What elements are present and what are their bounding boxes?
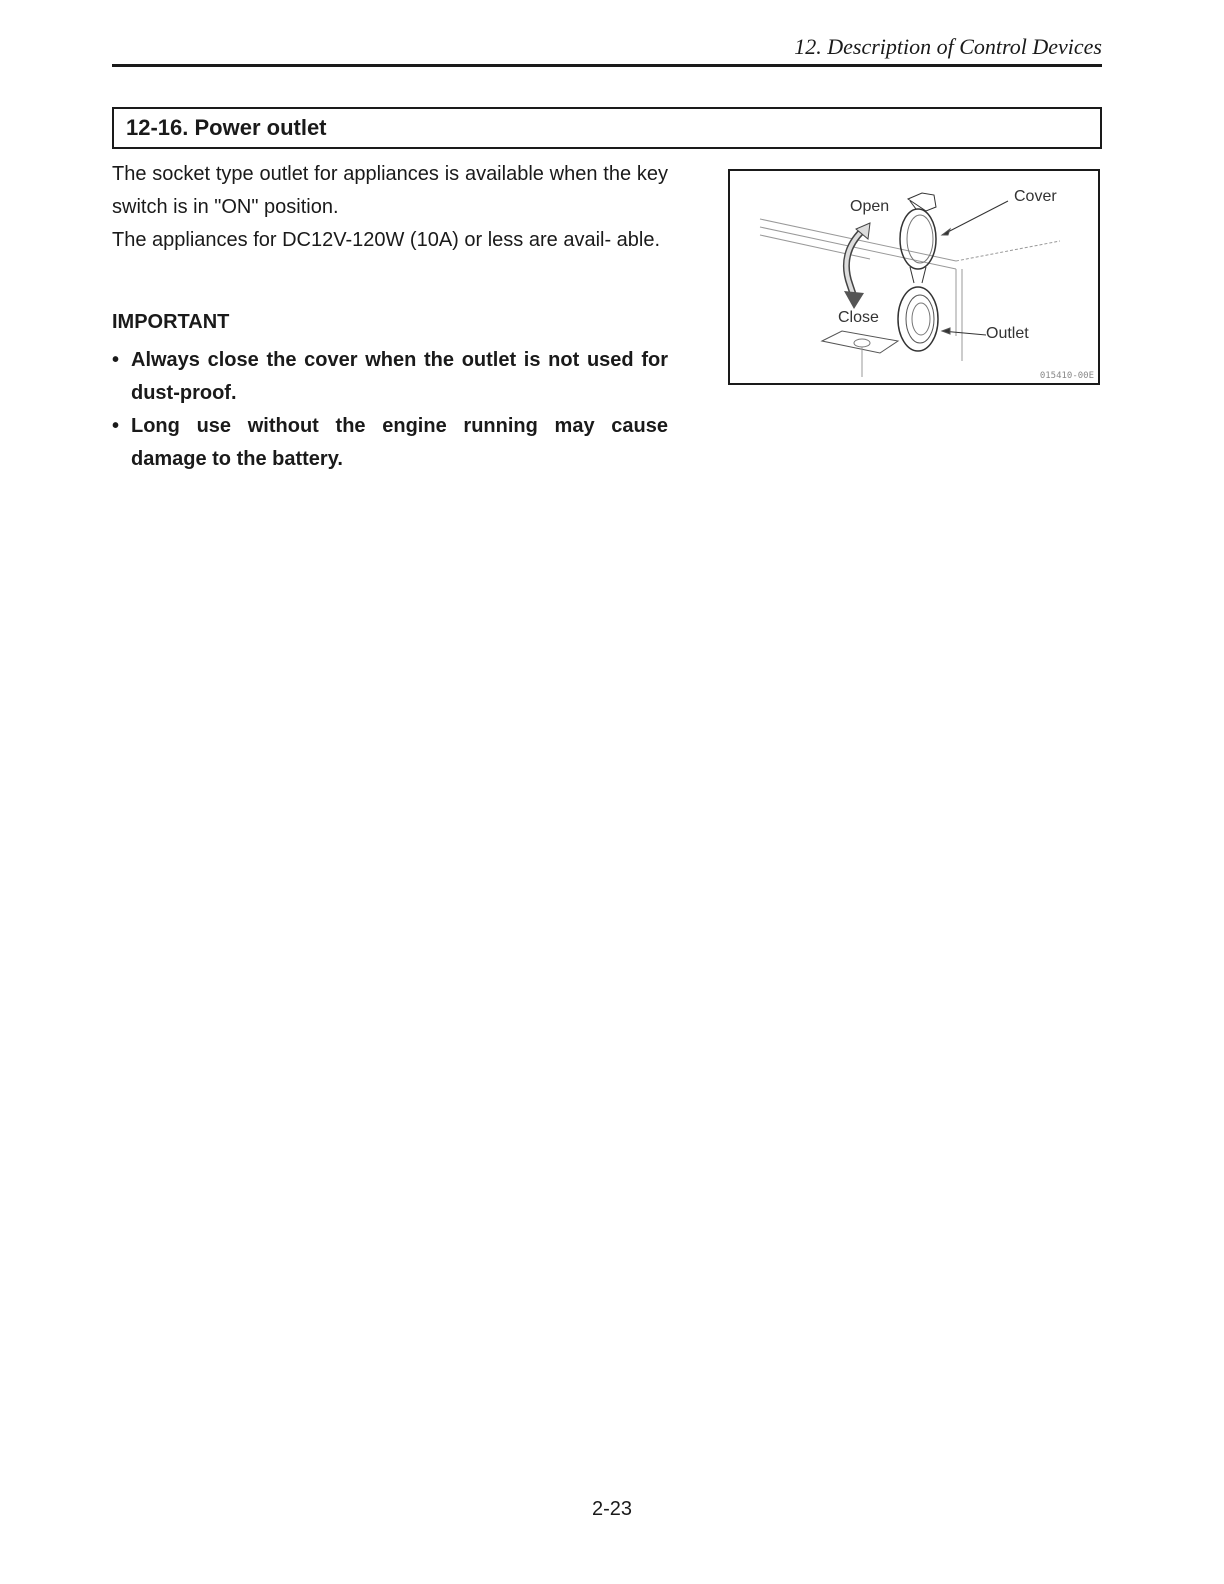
bullet-icon: • xyxy=(112,349,120,371)
body-paragraph: The appliances for DC12V-120W (10A) or less are avail- able. xyxy=(112,229,661,251)
figure-code: 015410-00E xyxy=(1039,371,1094,381)
section-heading-box xyxy=(112,107,1102,149)
important-notes-list xyxy=(112,344,668,476)
cover-label: Cover xyxy=(1014,188,1057,205)
header-rule xyxy=(112,64,1102,67)
close-label: Close xyxy=(838,309,879,326)
open-label: Open xyxy=(850,198,890,215)
list-item xyxy=(112,410,668,476)
note-text: Long use without the engine running may cause damage to the battery. xyxy=(131,415,668,470)
running-header: 12. Description of Control Devices xyxy=(794,34,1102,59)
body-text xyxy=(112,158,668,257)
outlet-label: Outlet xyxy=(986,325,1029,342)
important-title: IMPORTANT xyxy=(112,311,230,333)
bullet-icon: • xyxy=(112,415,120,437)
power-outlet-figure xyxy=(728,169,1100,385)
note-text: Always close the cover when the outlet is not used for dust-proof. xyxy=(131,349,668,404)
body-paragraph: The socket type outlet for appliances is available when the key switch is in "ON" position. xyxy=(112,163,668,218)
list-item xyxy=(112,344,668,410)
section-title: 12-16. Power outlet xyxy=(126,115,327,140)
page-number: 2-23 xyxy=(591,1498,633,1520)
